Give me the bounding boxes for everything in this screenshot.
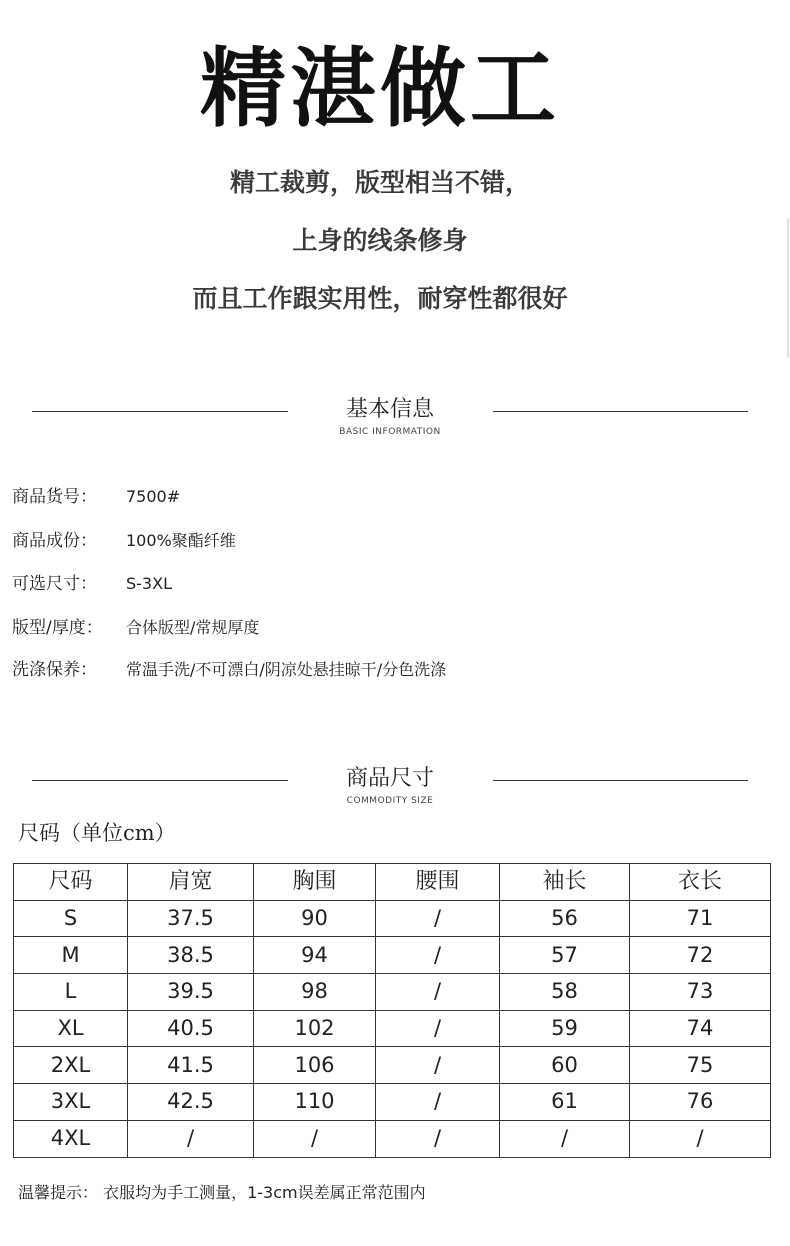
edge-divider bbox=[787, 218, 789, 358]
table-cell: / bbox=[630, 1120, 771, 1157]
table-row bbox=[14, 937, 771, 974]
table-cell: 90 bbox=[254, 900, 376, 937]
table-cell: 61 bbox=[500, 1084, 630, 1121]
table-cell: 94 bbox=[254, 937, 376, 974]
table-cell: 40.5 bbox=[128, 1010, 254, 1047]
table-cell: 76 bbox=[630, 1084, 771, 1121]
table-cell: 38.5 bbox=[128, 937, 254, 974]
table-cell: / bbox=[376, 1120, 500, 1157]
table-cell: 106 bbox=[254, 1047, 376, 1084]
table-cell: 37.5 bbox=[128, 900, 254, 937]
table-cell: 2XL bbox=[14, 1047, 128, 1084]
table-cell: 73 bbox=[630, 974, 771, 1011]
header-rule-right bbox=[493, 780, 748, 781]
table-cell: / bbox=[376, 1047, 500, 1084]
tagline-3: 而且工作跟实用性，耐穿性都很好 bbox=[192, 284, 568, 313]
table-row bbox=[14, 1084, 771, 1121]
table-cell: 42.5 bbox=[128, 1084, 254, 1121]
basic-info-subtitle: BASIC INFORMATION bbox=[339, 427, 441, 437]
table-cell: 56 bbox=[500, 900, 630, 937]
tagline-2: 上身的线条修身 bbox=[292, 226, 468, 255]
table-row bbox=[14, 900, 771, 937]
info-value: 100%聚酯纤维 bbox=[126, 531, 236, 550]
header-rule-left bbox=[32, 780, 288, 781]
table-header-row bbox=[14, 864, 771, 901]
table-cell: 58 bbox=[500, 974, 630, 1011]
info-label: 版型/厚度： bbox=[12, 618, 103, 638]
header-cell: 肩宽 bbox=[128, 864, 254, 901]
info-label: 商品货号： bbox=[12, 487, 97, 507]
table-row bbox=[14, 1047, 771, 1084]
size-unit-label: 尺码（单位cm） bbox=[18, 821, 176, 845]
table-cell: 4XL bbox=[14, 1120, 128, 1157]
info-value: 常温手洗/不可漂白/阴凉处悬挂晾干/分色洗涤 bbox=[126, 660, 447, 679]
table-cell: L bbox=[14, 974, 128, 1011]
table-cell: / bbox=[376, 900, 500, 937]
table-cell: 57 bbox=[500, 937, 630, 974]
table-cell: 74 bbox=[630, 1010, 771, 1047]
header-cell: 腰围 bbox=[376, 864, 500, 901]
table-cell: 72 bbox=[630, 937, 771, 974]
info-label: 商品成份： bbox=[12, 531, 97, 551]
table-cell: / bbox=[500, 1120, 630, 1157]
table-cell: / bbox=[128, 1120, 254, 1157]
table-cell: 41.5 bbox=[128, 1047, 254, 1084]
basic-info-header bbox=[0, 399, 790, 449]
table-cell: 59 bbox=[500, 1010, 630, 1047]
info-label: 洗涤保养： bbox=[12, 660, 97, 680]
table-cell: / bbox=[376, 974, 500, 1011]
table-cell: 39.5 bbox=[128, 974, 254, 1011]
table-cell: 3XL bbox=[14, 1084, 128, 1121]
header-rule-left bbox=[32, 411, 288, 412]
table-cell: / bbox=[376, 1084, 500, 1121]
table-cell: M bbox=[14, 937, 128, 974]
table-cell: S bbox=[14, 900, 128, 937]
tagline-1: 精工裁剪，版型相当不错， bbox=[229, 168, 530, 197]
table-cell: 102 bbox=[254, 1010, 376, 1047]
header-cell: 胸围 bbox=[254, 864, 376, 901]
size-title: 商品尺寸 bbox=[345, 766, 434, 791]
basic-info-title: 基本信息 bbox=[345, 397, 434, 422]
table-cell: 110 bbox=[254, 1084, 376, 1121]
measurement-note: 温馨提示： 衣服均为手工测量，1-3cm误差属正常范围内 bbox=[18, 1183, 426, 1202]
table-cell: 60 bbox=[500, 1047, 630, 1084]
info-value: 7500# bbox=[126, 487, 181, 506]
table-cell: / bbox=[376, 1010, 500, 1047]
table-row bbox=[14, 974, 771, 1011]
header-cell: 衣长 bbox=[630, 864, 771, 901]
info-value: S-3XL bbox=[126, 574, 172, 593]
header-cell: 尺码 bbox=[14, 864, 128, 901]
header-rule-right bbox=[493, 411, 748, 412]
table-row bbox=[14, 1010, 771, 1047]
table-row bbox=[14, 1120, 771, 1157]
table-cell: 98 bbox=[254, 974, 376, 1011]
table-cell: XL bbox=[14, 1010, 128, 1047]
size-table bbox=[13, 863, 771, 1158]
size-subtitle: COMMODITY SIZE bbox=[346, 796, 434, 806]
table-cell: 75 bbox=[630, 1047, 771, 1084]
table-cell: / bbox=[376, 937, 500, 974]
size-header bbox=[0, 768, 790, 818]
table-cell: 71 bbox=[630, 900, 771, 937]
info-label: 可选尺寸： bbox=[12, 574, 97, 594]
header-cell: 袖长 bbox=[500, 864, 630, 901]
info-value: 合体版型/常规厚度 bbox=[126, 618, 260, 637]
hero-title: 精湛做工 bbox=[200, 39, 560, 139]
table-cell: / bbox=[254, 1120, 376, 1157]
